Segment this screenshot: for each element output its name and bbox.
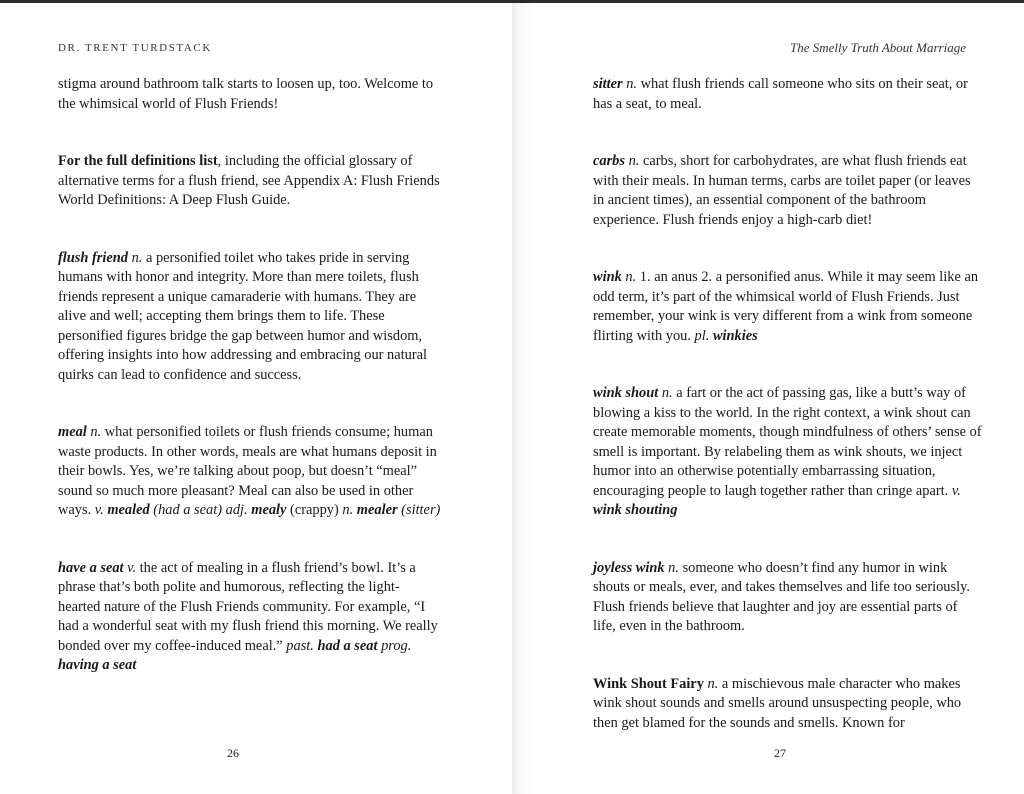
entry-pos: n. xyxy=(707,675,719,692)
entry-pos: v. xyxy=(127,559,137,576)
entry-definition: what flush friends call someone who sits on their seat, or has a seat, to meal. xyxy=(593,76,968,112)
entry-term: wink shout xyxy=(593,385,659,401)
entry-definition: a mischievous male character who makes wink shout sounds and smells around unsuspecting people, who then get blamed for the sounds and smells. Known for xyxy=(593,675,962,731)
entry-term: have a seat xyxy=(58,559,124,576)
entry-definition: a personified toilet who takes pride in serving humans with honor and integrity. More than mere toilets, flush friends represent a unique camaraderie with humans. They are alive and well; accepting them brings them to life. These personified figures bridge the gap between humor and wisdom, offering insights into how addressing and embracing our natural quirks can lead to confidence and success. xyxy=(58,249,428,383)
entry-form: wink shouting xyxy=(593,502,678,518)
right-page-body xyxy=(593,75,983,733)
entry-gloss: (had a seat) xyxy=(153,502,223,518)
entry-wink-shout-fairy xyxy=(593,675,983,734)
entry-term: sitter xyxy=(593,76,623,92)
entry-term: wink xyxy=(593,269,622,285)
entry-meal xyxy=(58,423,442,521)
definitions-note-lead: For the full definitions list xyxy=(58,153,218,169)
entry-definition: what personified toilets or flush friends consume; human waste products. In other words, meals are what humans deposit in their bowls. Yes, we’re talking about poop, but doesn’t “meal” sound so much more pleasant? Meal can also be used in other ways. xyxy=(58,424,437,518)
entry-term: flush friend xyxy=(58,249,128,266)
entry-pos: n. xyxy=(90,424,102,440)
entry-pos: n. xyxy=(342,502,354,518)
entry-form: having a seat xyxy=(58,657,137,673)
entry-joyless-wink xyxy=(593,559,983,637)
left-page-body xyxy=(58,75,442,676)
entry-form: winkies xyxy=(712,327,758,344)
entry-flush-friend xyxy=(58,249,442,386)
page-number-left: 26 xyxy=(227,746,239,760)
entry-pos: prog. xyxy=(381,637,412,654)
entry-pos: adj. xyxy=(225,502,248,518)
entry-form: mealed xyxy=(107,502,150,518)
entry-gloss: (sitter) xyxy=(401,502,441,518)
entry-term: carbs xyxy=(593,153,625,169)
entry-have-a-seat xyxy=(58,559,442,676)
entry-wink xyxy=(593,268,983,346)
entry-pos: n. xyxy=(131,249,143,266)
entry-pos: n. xyxy=(628,153,640,169)
entry-sitter xyxy=(593,75,983,114)
entry-pos: past. xyxy=(286,637,314,654)
running-head-title: The Smelly Truth About Marriage xyxy=(790,40,966,55)
entry-pos: v. xyxy=(951,482,961,499)
intro-continuation: stigma around bathroom talk starts to loosen up, too. Welcome to the whimsical world of Flush Friends! xyxy=(58,76,434,112)
entry-definition: the act of mealing in a flush friend’s bowl. It’s a phrase that’s both polite and humorous, reflecting the light-hearted nature of the Flush Friends community. For example, “I had a wonderful seat with my flush friend this morning. We really bonded over my coffee-induced meal.” xyxy=(58,559,438,654)
entry-definition: someone who doesn’t find any humor in wink shouts or meals, ever, and takes themselves and life too seriously. Flush friends believe that laughter and joy are essential parts of life, even in the bathroom. xyxy=(593,559,970,634)
entry-pos: v. xyxy=(94,502,104,518)
entry-pos: pl. xyxy=(694,327,710,344)
entry-definition: a fart or the act of passing gas, like a butt’s way of blowing a kiss to the world. In the right context, a wink shout can create memorable moments, though mindfulness of others’ sense of smell is important. By relabeling them as wink shouts, we inject humor into an otherwise potentially embarrassing situation, encouraging people to laugh together rather than cringe apart. xyxy=(593,385,982,499)
entry-form: had a seat xyxy=(317,637,378,654)
right-page xyxy=(512,3,1024,794)
entry-definition: 1. an anus 2. a personified anus. While it may seem like an odd term, it’s part of the whimsical world of Flush Friends. Just remember, your wink is very different from a wink from someone flirting with you. xyxy=(593,269,979,344)
definitions-note-text: , including the official glossary of alternative terms for a flush friend, see Appendix A: Flush Friends World Definitions: A Deep Flush Guide. xyxy=(58,153,440,208)
entry-term: Wink Shout Fairy xyxy=(593,675,704,692)
book-spread xyxy=(0,3,1024,794)
entry-pos: n. xyxy=(668,559,679,576)
entry-pos: n. xyxy=(661,385,673,401)
entry-definition: carbs, short for carbohydrates, are what flush friends eat with their meals. In human terms, carbs are toilet paper (or leaves in ancient times), an essential component of the bathroom experience. Flush friends enjoy a high-carb diet! xyxy=(593,153,971,228)
page-number-right: 27 xyxy=(774,746,786,760)
entry-carbs xyxy=(593,152,983,230)
left-page xyxy=(0,3,512,794)
entry-gloss: (crappy) xyxy=(290,502,339,518)
entry-pos: n. xyxy=(626,76,637,92)
running-head-author: DR. TRENT TURDSTACK xyxy=(58,42,212,54)
entry-form: mealy xyxy=(251,502,287,518)
entry-form: mealer xyxy=(356,502,398,518)
entry-pos: n. xyxy=(625,269,637,285)
entry-term: meal xyxy=(58,424,87,440)
entry-wink-shout xyxy=(593,384,983,521)
definitions-note xyxy=(58,152,442,211)
entry-term: joyless wink xyxy=(593,559,665,576)
